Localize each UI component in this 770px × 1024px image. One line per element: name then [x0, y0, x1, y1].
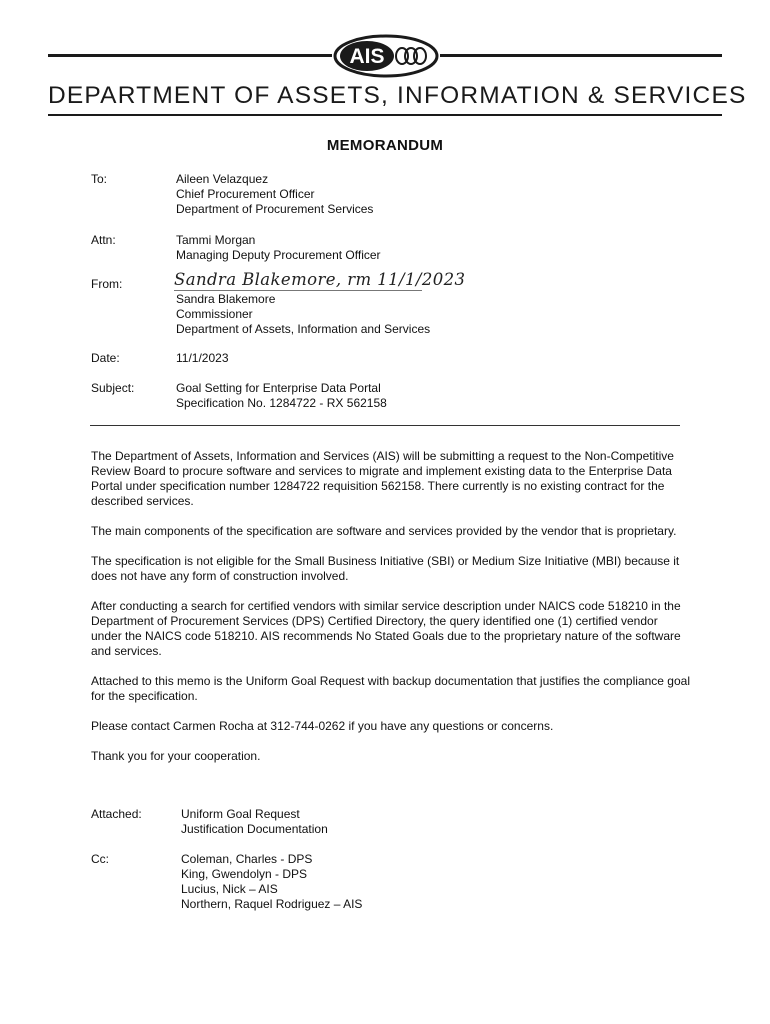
attached-item: Justification Documentation — [181, 822, 328, 836]
to-line: Aileen Velazquez — [176, 172, 269, 186]
letterhead-rule-bottom — [48, 114, 722, 116]
attached-item: Uniform Goal Request — [181, 807, 300, 821]
cc-item: Northern, Raquel Rodriguez – AIS — [181, 897, 363, 911]
memo-body — [91, 449, 691, 779]
attn-value — [176, 233, 381, 263]
to-line: Chief Procurement Officer — [176, 187, 315, 201]
to-label: To: — [91, 172, 108, 186]
from-value — [176, 292, 430, 337]
body-paragraph: The specification is not eligible for the Small Business Initiative (SBI) or Medium Size Initiative (MBI) because it does not have any form of construction involved. — [91, 554, 680, 583]
letterhead — [48, 30, 747, 120]
letterhead-rule-right — [440, 54, 722, 57]
cc-label: Cc: — [91, 852, 109, 866]
from-label: From: — [91, 277, 123, 291]
subject-line: Specification No. 1284722 - RX 562158 — [176, 396, 387, 410]
date-label: Date: — [91, 351, 120, 365]
ais-logo — [332, 33, 440, 79]
attn-label: Attn: — [91, 233, 116, 247]
letterhead-rule-left — [48, 54, 332, 57]
department-name: DEPARTMENT OF ASSETS, INFORMATION & SERVICES — [48, 82, 747, 109]
cc-list — [181, 852, 362, 912]
attn-line: Tammi Morgan — [176, 233, 256, 247]
body-paragraph: The main components of the specification are software and services provided by the vendor that is proprietary. — [91, 524, 677, 538]
signature-text: Sandra Blakemore, rm 11/1/2023 — [174, 270, 466, 289]
subject-value — [176, 381, 387, 411]
signature-line — [174, 290, 422, 291]
date-value — [176, 351, 229, 366]
body-paragraph: The Department of Assets, Information and Services (AIS) will be submitting a request to the Non-Competitive Review Board to procure software and services to migrate and implement existing data to the Enterprise Data Portal under specification number 1284722 requisition 562158. There currently is no existing contract for the described services. — [91, 449, 674, 508]
body-paragraph: Please contact Carmen Rocha at 312-744-0262 if you have any questions or concerns. — [91, 719, 554, 733]
memo-title: MEMORANDUM — [326, 137, 444, 154]
to-value — [176, 172, 373, 217]
attached-label: Attached: — [91, 807, 142, 821]
handwritten-signature — [172, 265, 466, 293]
cc-item: King, Gwendolyn - DPS — [181, 867, 308, 881]
from-line: Commissioner — [176, 307, 253, 321]
subject-label: Subject: — [91, 381, 135, 395]
cc-item: Coleman, Charles - DPS — [181, 852, 313, 866]
body-paragraph: Thank you for your cooperation. — [91, 749, 261, 763]
subject-line: Goal Setting for Enterprise Data Portal — [176, 381, 381, 395]
to-line: Department of Procurement Services — [176, 202, 374, 216]
body-paragraph: After conducting a search for certified vendors with similar service description under NAICS code 518210 in the Department of Procurement Services (DPS) Certified Directory, the query identified one (1) certified vendor under the NAICS code 518210. AIS recommends No Stated Goals due to the proprietary nature of the software and services. — [91, 599, 681, 658]
attn-line: Managing Deputy Procurement Officer — [176, 248, 381, 262]
attached-list — [181, 807, 328, 837]
logo-text: AIS — [349, 45, 385, 68]
from-line: Sandra Blakemore — [176, 292, 276, 306]
header-divider — [90, 425, 680, 426]
body-paragraph: Attached to this memo is the Uniform Goal Request with backup documentation that justifies the compliance goal for the specification. — [91, 674, 690, 703]
cc-item: Lucius, Nick – AIS — [181, 882, 278, 896]
from-line: Department of Assets, Information and Services — [176, 322, 431, 336]
date-text: 11/1/2023 — [176, 351, 229, 365]
